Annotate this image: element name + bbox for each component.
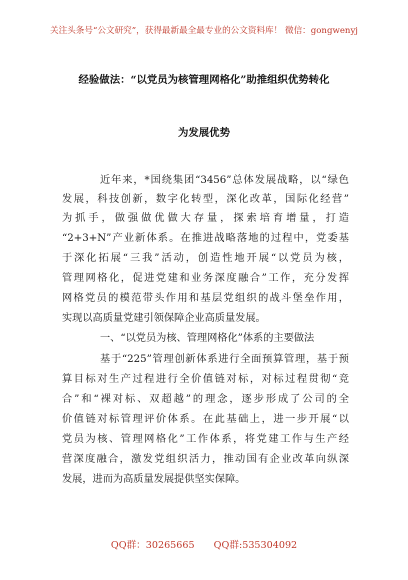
paragraph-2-line: 价值链对标管理评价体系。在此基础上，进一步开展“以 [62, 414, 349, 425]
paragraph-2-line: 合”和“裸对标、双超越”的理念，逐步形成了公司的全 [62, 394, 349, 405]
footer [0, 537, 408, 551]
document-title-line-1: 经验做法：“以党员为核管理网格化”助推组织优势转化 [78, 74, 330, 86]
footer-qq-group-1: QQ群：30265665 [110, 540, 195, 551]
paragraph-1-line: 管理网格化，促进党建和业务深度融合”工作，充分发挥 [62, 273, 349, 284]
paragraph-1-line: “2+3+N”产业新体系。在推进战略落地的过程中，党委基 [62, 233, 349, 244]
document-title-line-2: 为发展优势 [178, 127, 230, 139]
paragraph-1-line: 于深化拓展“三我”活动，创造性地开展“以党员为核， [62, 253, 349, 264]
paragraph-2-line: 基于“225”管理创新体系进行全面预算管理，基于预 [100, 354, 349, 365]
header-banner: 关注头条号“公文研究”，获得最新最全最专业的公文资料库！ 微信：gongwenyj [50, 26, 358, 36]
paragraph-2-line: 党员为核、管理网格化”工作体系，将党建工作与生产经 [62, 434, 349, 445]
paragraph-1-line: 近年来，*国绕集团“3456”总体发展战略，以“绿色 [100, 175, 349, 186]
footer-qq-group-2: QQ群:535304092 [213, 540, 298, 551]
section-heading: 一、“以党员为核、管理网格化”体系的主要做法 [100, 333, 315, 344]
paragraph-1-line: 网格党员的模范带头作用和基层党组织的战斗堡垒作用， [62, 293, 349, 304]
paragraph-2-line: 营深度融合，激发党组织活力，推动国有企业改革向纵深 [62, 454, 349, 465]
paragraph-1-line: 为抓手，做强做优做大存量，探索培育增量，打造 [62, 213, 349, 224]
paragraph-2-line: 算目标对生产过程进行全价值链对标，对标过程贯彻“竞 [62, 374, 349, 385]
paragraph-2-line: 发展，进而为高质量发展提供坚实保障。 [62, 474, 246, 485]
paragraph-1-line: 实现以高质量党建引领保障企业高质量发展。 [62, 313, 266, 324]
paragraph-1-line: 发展，科技创新，数字化转型，深化改革，国际化经营” [62, 194, 349, 205]
